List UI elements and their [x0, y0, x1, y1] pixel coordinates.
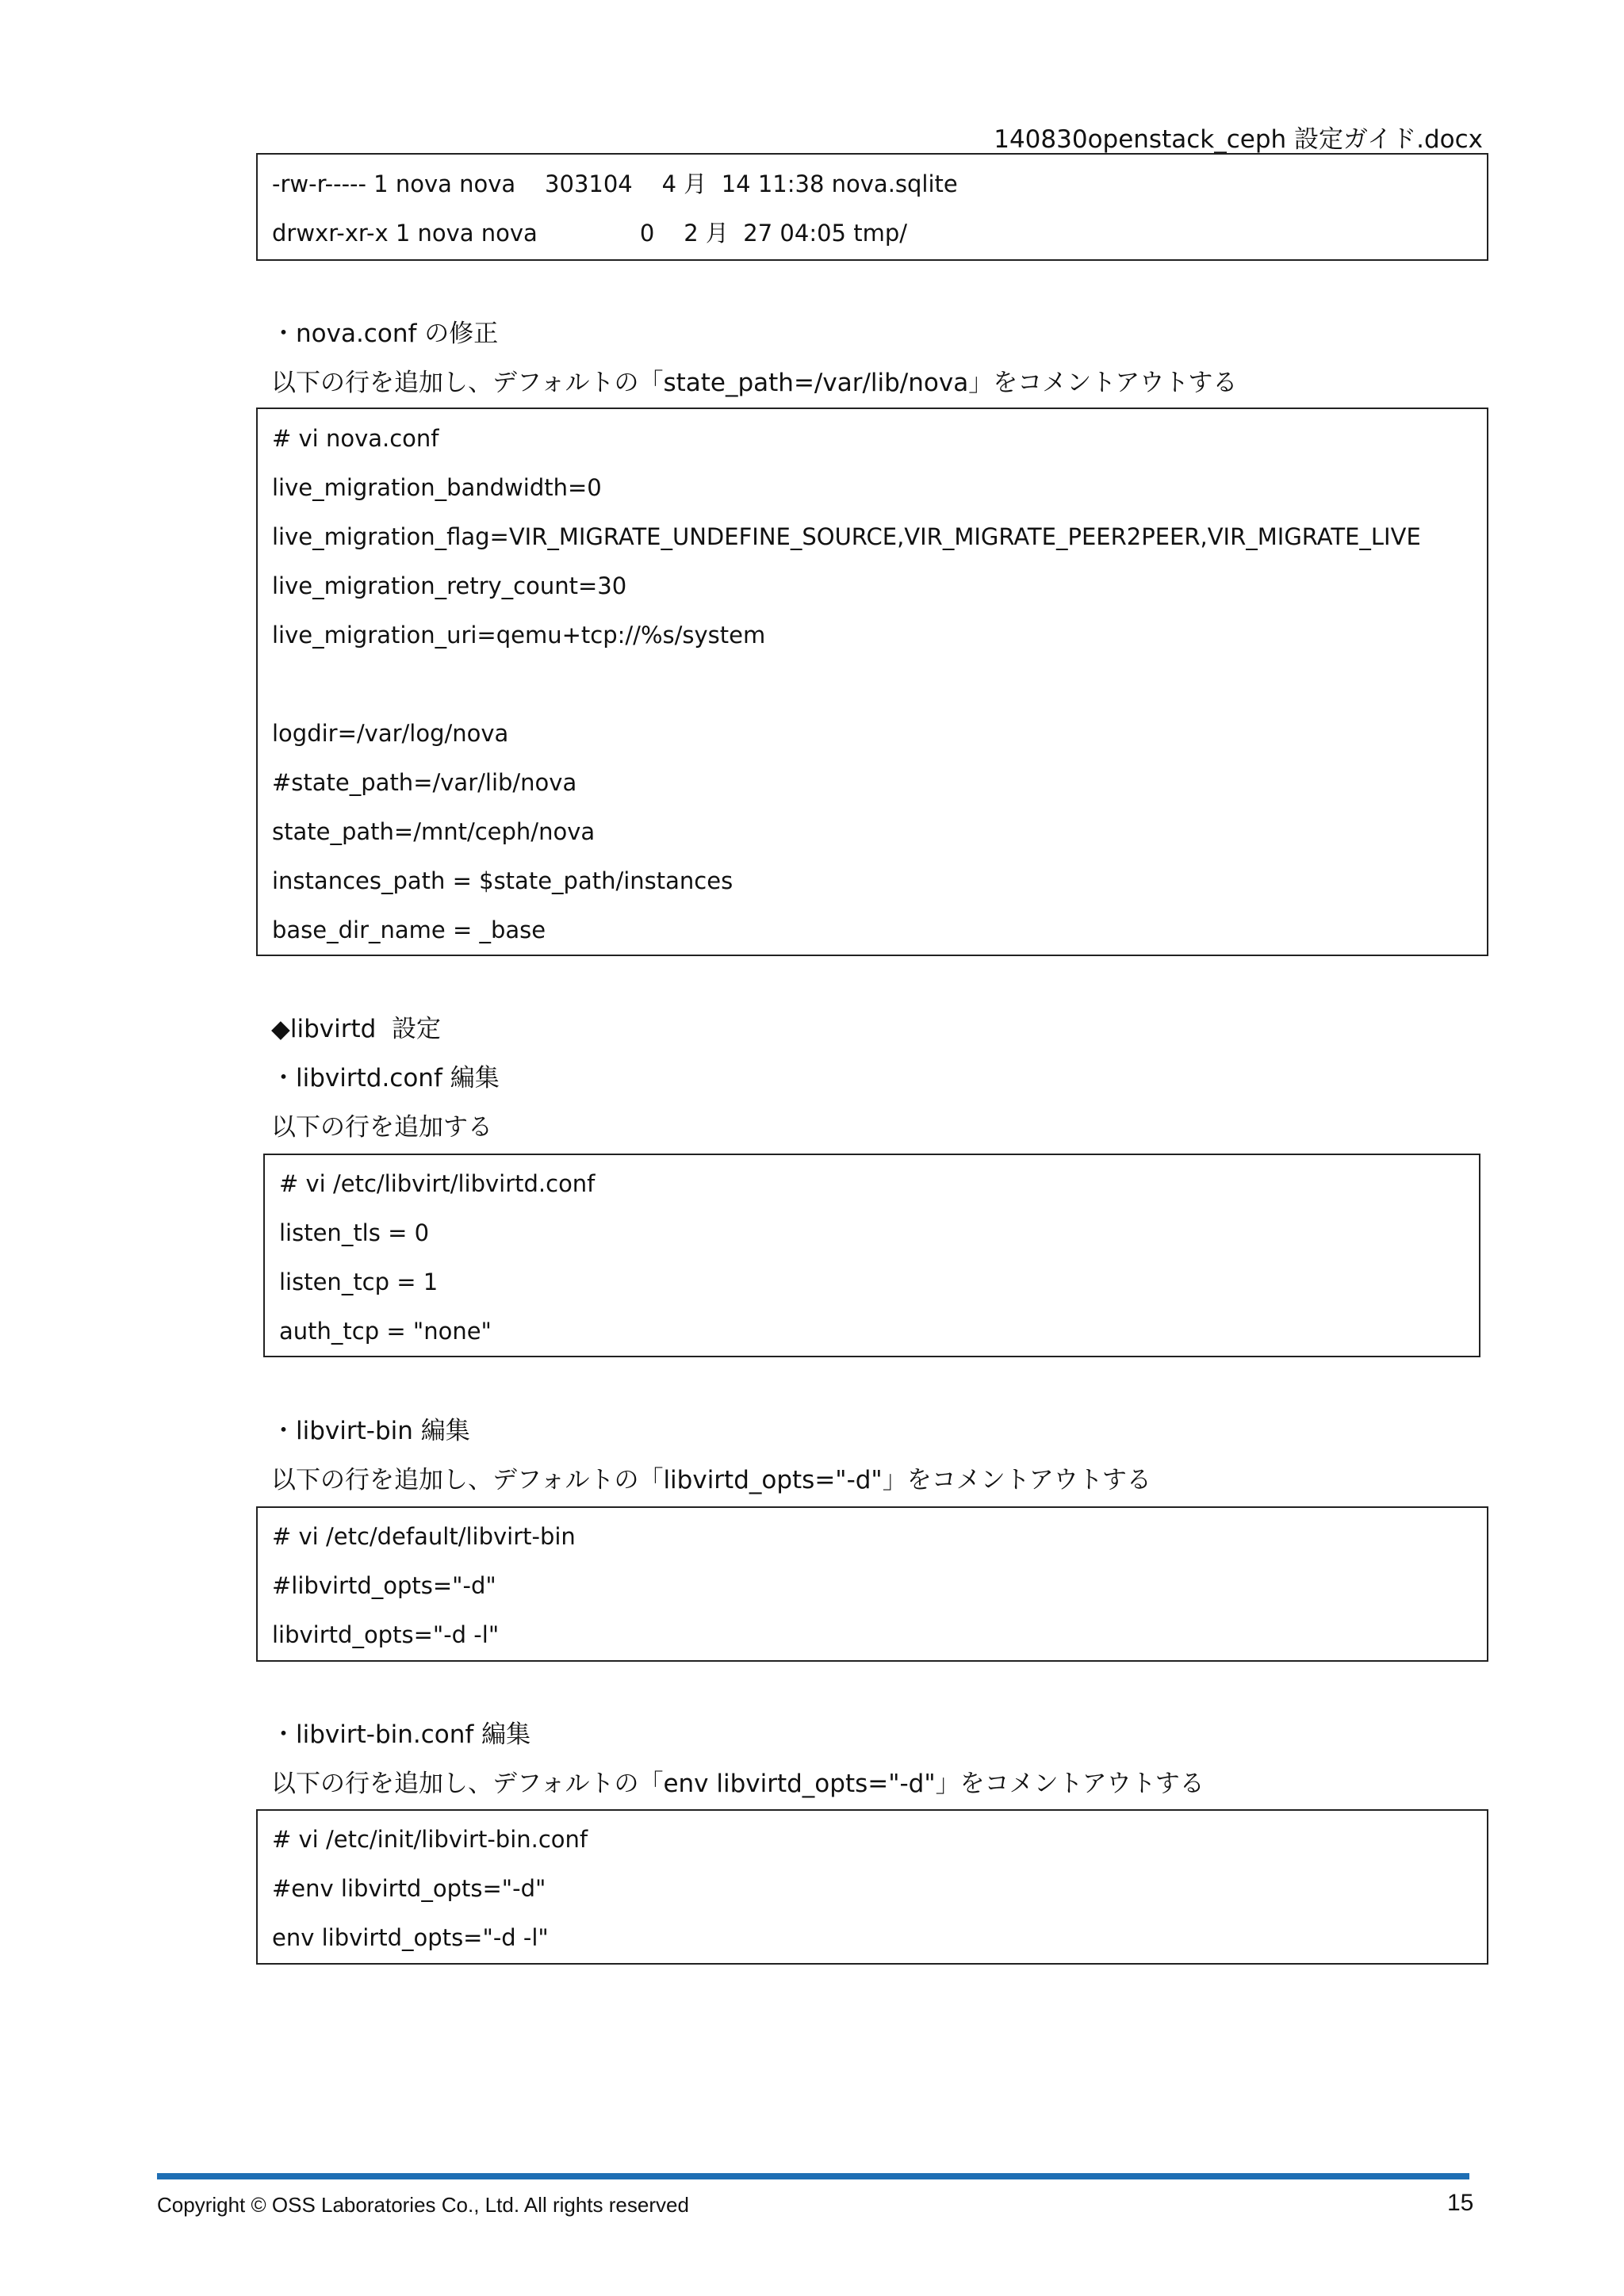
section-heading-libvirt-bin-conf: ・libvirt-bin.conf 編集 — [271, 1720, 531, 1749]
file-listing-box — [256, 153, 1488, 261]
code-line: instances_path = $state_path/instances — [272, 867, 733, 894]
code-line: # vi /etc/default/libvirt-bin — [272, 1523, 576, 1550]
code-line: #libvirtd_opts="-d" — [272, 1572, 496, 1599]
code-line: # vi /etc/init/libvirt-bin.conf — [272, 1826, 588, 1853]
section-instruction-libvirt-bin: 以下の行を追加し、デフォルトの「libvirtd_opts="-d"」をコメントアウトする — [271, 1466, 1151, 1494]
footer-divider — [157, 2173, 1469, 2179]
section-instruction-nova-conf: 以下の行を追加し、デフォルトの「state_path=/var/lib/nova」をコメントアウトする — [271, 369, 1238, 397]
code-line: env libvirtd_opts="-d -l" — [272, 1924, 549, 1951]
code-line: live_migration_uri=qemu+tcp://%s/system — [272, 622, 766, 649]
code-line: drwxr-xr-x 1 nova nova 0 2 月 27 04:05 tmp/ — [272, 220, 908, 247]
code-line: #env libvirtd_opts="-d" — [272, 1875, 546, 1902]
libvirtd-conf-code-box — [263, 1154, 1480, 1357]
code-line: #state_path=/var/lib/nova — [272, 769, 577, 796]
section-heading-libvirt-bin: ・libvirt-bin 編集 — [271, 1417, 470, 1445]
code-line: state_path=/mnt/ceph/nova — [272, 818, 596, 845]
libvirt-bin-conf-code-box — [256, 1809, 1488, 1965]
code-line: -rw-r----- 1 nova nova 303104 4 月 14 11:38 nova.sqlite — [272, 170, 958, 197]
section-heading-nova-conf: ・nova.conf の修正 — [271, 320, 499, 348]
code-line: live_migration_bandwidth=0 — [272, 474, 602, 501]
libvirt-bin-code-box — [256, 1506, 1488, 1662]
section-instruction-libvirt-bin-conf: 以下の行を追加し、デフォルトの「env libvirtd_opts="-d"」をコメントアウトする — [271, 1770, 1205, 1798]
code-line: listen_tcp = 1 — [279, 1269, 439, 1295]
code-line: # vi nova.conf — [272, 425, 439, 452]
section-title-libvirtd: ◆libvirtd 設定 — [271, 1015, 441, 1043]
nova-conf-code-box — [256, 408, 1488, 956]
code-line: auth_tcp = "none" — [279, 1318, 492, 1345]
section-instruction-libvirtd-conf: 以下の行を追加する — [271, 1113, 492, 1142]
document-title: 140830openstack_ceph 設定ガイド.docx — [994, 125, 1483, 154]
code-line: logdir=/var/log/nova — [272, 720, 509, 747]
code-line: base_dir_name = _base — [272, 916, 546, 943]
page-number: 15 — [1447, 2190, 1474, 2216]
code-line: listen_tls = 0 — [279, 1219, 430, 1246]
code-line: live_migration_retry_count=30 — [272, 572, 627, 599]
code-line: libvirtd_opts="-d -l" — [272, 1621, 500, 1648]
code-line: # vi /etc/libvirt/libvirtd.conf — [279, 1170, 596, 1197]
code-line: live_migration_flag=VIR_MIGRATE_UNDEFINE_SOURCE,VIR_MIGRATE_PEER2PEER,VIR_MIGRATE_LIVE — [272, 523, 1421, 550]
section-heading-libvirtd-conf: ・libvirtd.conf 編集 — [271, 1064, 500, 1093]
footer-copyright: Copyright © OSS Laboratories Co., Ltd. All rights reserved — [157, 2193, 689, 2217]
